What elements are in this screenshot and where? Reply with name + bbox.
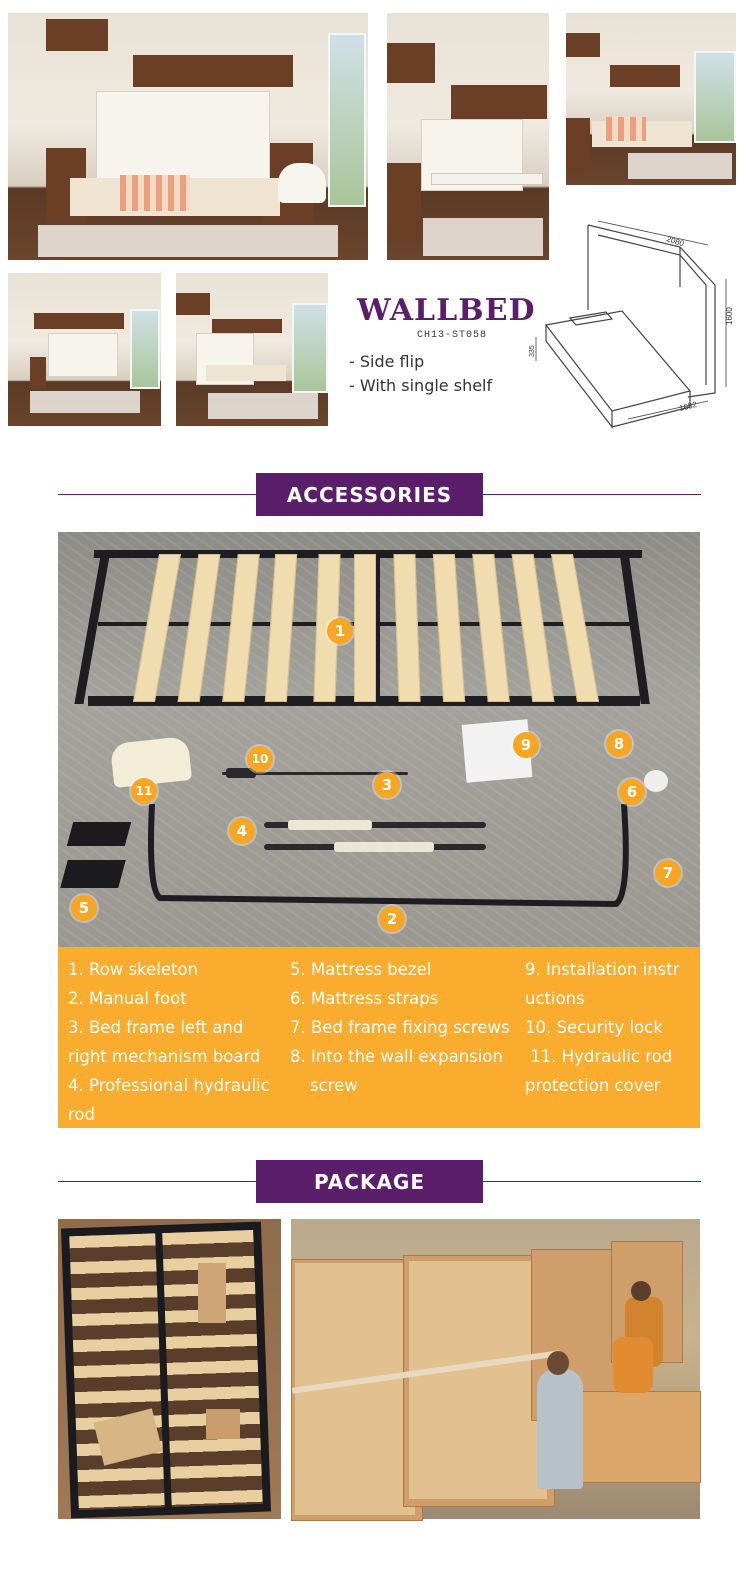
acc-col1-line1: 1. Row skeleton — [68, 960, 199, 979]
dim-width-label: 2080 — [665, 234, 686, 249]
package-divider-left — [58, 1181, 256, 1182]
model-code: CH13-ST058 — [417, 330, 488, 341]
acc-col2-line5: screw — [310, 1076, 358, 1095]
badge-4: 4 — [229, 818, 255, 844]
badge-10: 10 — [247, 746, 273, 772]
badge-3: 3 — [374, 772, 400, 798]
acc-col2-line1: 5. Mattress bezel — [290, 960, 432, 979]
dim-height-label: 1600 — [725, 307, 734, 325]
package-photo-warehouse — [291, 1219, 700, 1519]
accessories-heading: ACCESSORIES — [256, 473, 483, 516]
feature-2: - With single shelf — [349, 376, 493, 395]
badge-6: 6 — [619, 779, 645, 805]
acc-col3-line3: 10. Security lock — [525, 1018, 663, 1037]
accessories-list — [58, 947, 700, 1128]
badge-1: 1 — [327, 618, 353, 644]
brand-title: WALLBED — [357, 293, 536, 328]
room-photo-5 — [176, 273, 328, 426]
badge-2: 2 — [379, 906, 405, 932]
acc-col3-line2: uctions — [525, 989, 585, 1008]
dimension-diagram — [530, 215, 745, 430]
acc-col1-line3: 3. Bed frame left and — [68, 1018, 244, 1037]
dim-small-label: 335 — [529, 345, 536, 357]
acc-col1-line4: right mechanism board — [68, 1047, 261, 1066]
badge-7: 7 — [655, 860, 681, 886]
accessories-photo — [58, 532, 700, 947]
acc-col3-line5: protection cover — [525, 1076, 661, 1095]
badge-9: 9 — [513, 732, 539, 758]
acc-col2-line3: 7. Bed frame fixing screws — [290, 1018, 510, 1037]
badge-8: 8 — [606, 731, 632, 757]
badge-11: 11 — [131, 778, 157, 804]
package-divider-right — [483, 1181, 701, 1182]
feature-1: - Side flip — [349, 352, 425, 371]
package-photo-frame — [58, 1219, 281, 1519]
acc-col1-line5: 4. Professional hydraulic — [68, 1076, 270, 1095]
room-photo-1 — [8, 13, 368, 260]
acc-col1-line2: 2. Manual foot — [68, 989, 187, 1008]
accessories-divider-right — [483, 494, 701, 495]
acc-col3-line1: 9. Installation instr — [525, 960, 680, 979]
room-photo-2 — [387, 13, 549, 260]
accessories-divider-left — [58, 494, 256, 495]
acc-col3-line4: 11. Hydraulic rod — [525, 1047, 673, 1066]
acc-col2-line2: 6. Mattress straps — [290, 989, 439, 1008]
package-heading: PACKAGE — [256, 1160, 483, 1203]
dim-depth-label: 1682 — [678, 399, 698, 413]
badge-5: 5 — [71, 895, 97, 921]
acc-col1-line6: rod — [68, 1105, 95, 1124]
acc-col2-line4: 8. Into the wall expansion — [290, 1047, 503, 1066]
room-photo-3 — [566, 13, 736, 185]
room-photo-4 — [8, 273, 161, 426]
